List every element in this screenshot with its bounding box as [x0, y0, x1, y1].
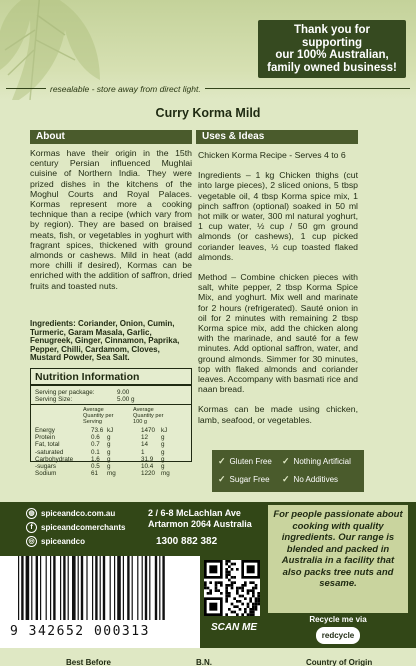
facebook-icon: f [26, 522, 37, 533]
recipe-extra: Kormas can be made using chicken, lamb, seafood, or vegetables. [198, 404, 358, 425]
instagram-text: spiceandco [41, 536, 86, 546]
per-serving-value: 0.5 [91, 463, 100, 470]
instagram-link[interactable] [26, 534, 138, 548]
divider [205, 88, 410, 89]
per-100g-value: 10.4 [141, 463, 154, 470]
check-icon: ✓ [218, 474, 226, 484]
thank-you-line: Thank you for [293, 24, 371, 36]
col-header-line: Quantity per [133, 413, 164, 419]
per-100g-value: 1470 [141, 427, 156, 434]
address-line: 2 / 6-8 McLachlan Ave [148, 508, 241, 518]
per-serving-unit: g [107, 434, 111, 442]
recipe-title: Chicken Korma Recipe - Serves 4 to 6 [198, 150, 346, 160]
uses-heading: Uses & Ideas [196, 130, 358, 144]
per-serving-unit: g [107, 455, 111, 463]
per-100g-value: 12 [141, 434, 149, 442]
servings-label: Serving per package: [35, 389, 95, 396]
badge-sugar-free [218, 474, 270, 485]
website-link[interactable] [26, 506, 138, 520]
about-text: Kormas have their origin in the 15th century Persian influenced Mughlai cuisine of Northern India. They were prized dishes in the kitchens of the Moghul Courts and Royal Palaces. Kormas represent more a cooking technique than a recipe (which vary from by region). They are based on braised meats, fish, or vegetables in yoghurt with fragrant spices, thickened with ground almonds or cashews. Mild in heat (add more chilli if desired), Kormas can be enriched with the addition of saffron, dried fruits and toasted nuts. [30, 148, 192, 291]
per-100g-unit: g [161, 448, 165, 456]
website-text: spiceandco.com.au [41, 508, 116, 518]
storage-note [0, 80, 416, 97]
per-100g-unit: mg [161, 470, 170, 478]
storage-note-text: resealable - store away from direct light. [50, 83, 201, 94]
barcode [0, 556, 200, 648]
per-100g-value: 31.9 [141, 455, 154, 463]
col-header-line: Quantity per [83, 413, 114, 419]
globe-icon: ◍ [26, 508, 37, 519]
recycle-area [268, 612, 408, 648]
per-serving-value: 0.6 [91, 434, 100, 442]
recipe-method: Method – Combine chicken pieces with salt, white pepper, 2 tbsp Korma Spice Mix, and yoghurt. Mix well and marinate for 2 hours (refrigerated). Sauté onion in oil for 2 minutes with remaining 2 tbsp Korma spice mix, add the chicken along with the marinade, and sauté for a few minutes. Add optional saffron, water, and ground almonds. Simmer for 30 minutes, top with flaked almonds and coriander leaves. Accompany with basmati rice and naan bread. [198, 272, 358, 395]
per-serving-value: 0.1 [91, 448, 100, 456]
thank-you-line: supporting [301, 36, 363, 49]
check-icon: ✓ [282, 474, 290, 484]
per-serving-unit: g [107, 441, 111, 449]
qr-area [200, 556, 268, 648]
size-value: 5.00 g [117, 396, 135, 403]
per-100g-unit: g [161, 434, 165, 442]
nutrition-panel [30, 368, 192, 478]
per-serving-value: 0.7 [91, 441, 100, 449]
feature-badges [212, 450, 364, 492]
scan-me-label: SCAN ME [210, 622, 258, 633]
phone-number: 1300 882 382 [156, 536, 218, 547]
badge-label: No Additives [293, 475, 339, 484]
per-serving-value: 61 [91, 470, 99, 478]
facebook-link[interactable] [26, 520, 138, 534]
barcode-bars [14, 556, 194, 622]
ingredients-list: Ingredients: Coriander, Onion, Cumin, Turmeric, Garam Masala, Garlic, Fenugreek, Ginger, Cinnamon, Paprika, Pepper, Chilli, Cardamom, Cloves, Mustard Powder, Sea Salt. [30, 319, 180, 363]
badge-gluten-free [218, 456, 272, 467]
badge-no-additives [282, 474, 338, 485]
address [148, 508, 268, 530]
per-serving-unit: mg [107, 470, 116, 478]
badge-label: Gluten Free [229, 457, 272, 466]
country-of-origin-label: Country of Origin [306, 658, 373, 666]
uses-text [198, 150, 358, 425]
per-100g-value: 1 [141, 448, 145, 456]
address-line: Artarmon 2064 Australia [148, 519, 252, 529]
col-header-line: Average [83, 407, 104, 413]
divider [6, 88, 46, 89]
thank-you-line: our 100% Australian, [275, 49, 389, 61]
nutrient-name: Fat, total [35, 441, 60, 449]
badge-nothing-artificial [282, 456, 351, 467]
barcode-number: 9 342652 000313 [10, 624, 150, 639]
nutrient-name: Sodium [35, 470, 57, 478]
check-icon: ✓ [282, 456, 290, 466]
check-icon: ✓ [218, 456, 226, 466]
nutrient-name: -sugars [35, 463, 56, 470]
per-serving-unit: g [107, 463, 111, 470]
col-header-line: Average [133, 407, 154, 413]
size-label: Serving Size: [35, 396, 73, 403]
top-band [0, 0, 416, 100]
per-serving-unit: g [107, 448, 111, 456]
per-100g-unit: g [161, 441, 165, 449]
per-100g-value: 14 [141, 441, 149, 449]
per-serving-value: 1.6 [91, 455, 100, 463]
per-100g-unit: kJ [161, 427, 168, 434]
passion-statement: For people passionate about cooking with quality ingredients. Our range is blended and packed in Australia in a facility that also packs tree nuts and sesame. [268, 505, 408, 613]
about-heading: About [30, 130, 192, 144]
per-serving-value: 73.6 [91, 427, 104, 434]
batch-number-label: B.N. [196, 658, 212, 666]
servings-value: 9.00 [117, 389, 130, 396]
contact-links [26, 506, 138, 550]
qr-code[interactable] [204, 560, 260, 616]
recipe-ingredients: Ingredients – 1 kg Chicken thighs (cut into large pieces), 2 sliced onions, 5 tbsp vegetable oil, 4 tbsp Korma spice mix, 1 pinch saffron (optional) soaked in 50 ml hot milk or water, 300 ml natural yoghurt, 1 cup water, ½ cup / 50 gm ground almonds (or cashews), 1 cup picked coriander leaves, ½ cup toasted flaked almonds. [198, 170, 358, 262]
badge-label: Nothing Artificial [293, 457, 351, 466]
per-100g-unit: g [161, 455, 165, 463]
col-header-line: Serving [83, 419, 102, 425]
redcycle-logo: redcycle [316, 627, 360, 644]
thank-you-banner [258, 20, 406, 78]
instagram-icon: ◎ [26, 536, 37, 547]
per-100g-unit: g [161, 463, 165, 470]
per-100g-value: 1220 [141, 470, 156, 478]
recycle-label: Recycle me via [309, 615, 367, 624]
per-serving-unit: kJ [107, 427, 114, 434]
nutrition-title: Nutrition Information [31, 369, 191, 386]
best-before-label: Best Before [66, 658, 111, 666]
product-title: Curry Korma Mild [155, 106, 261, 120]
nutrient-name: -saturated [35, 448, 64, 456]
nutrient-name: Carbohydrate [35, 455, 74, 463]
nutrient-name: Protein [35, 434, 55, 442]
col-header-line: 100 g [133, 419, 147, 425]
badge-label: Sugar Free [229, 475, 270, 484]
nutrient-name: Energy [35, 427, 55, 434]
divider [31, 404, 191, 405]
thank-you-line: family owned business! [267, 61, 397, 74]
facebook-text: spiceandcomerchants [41, 522, 126, 532]
